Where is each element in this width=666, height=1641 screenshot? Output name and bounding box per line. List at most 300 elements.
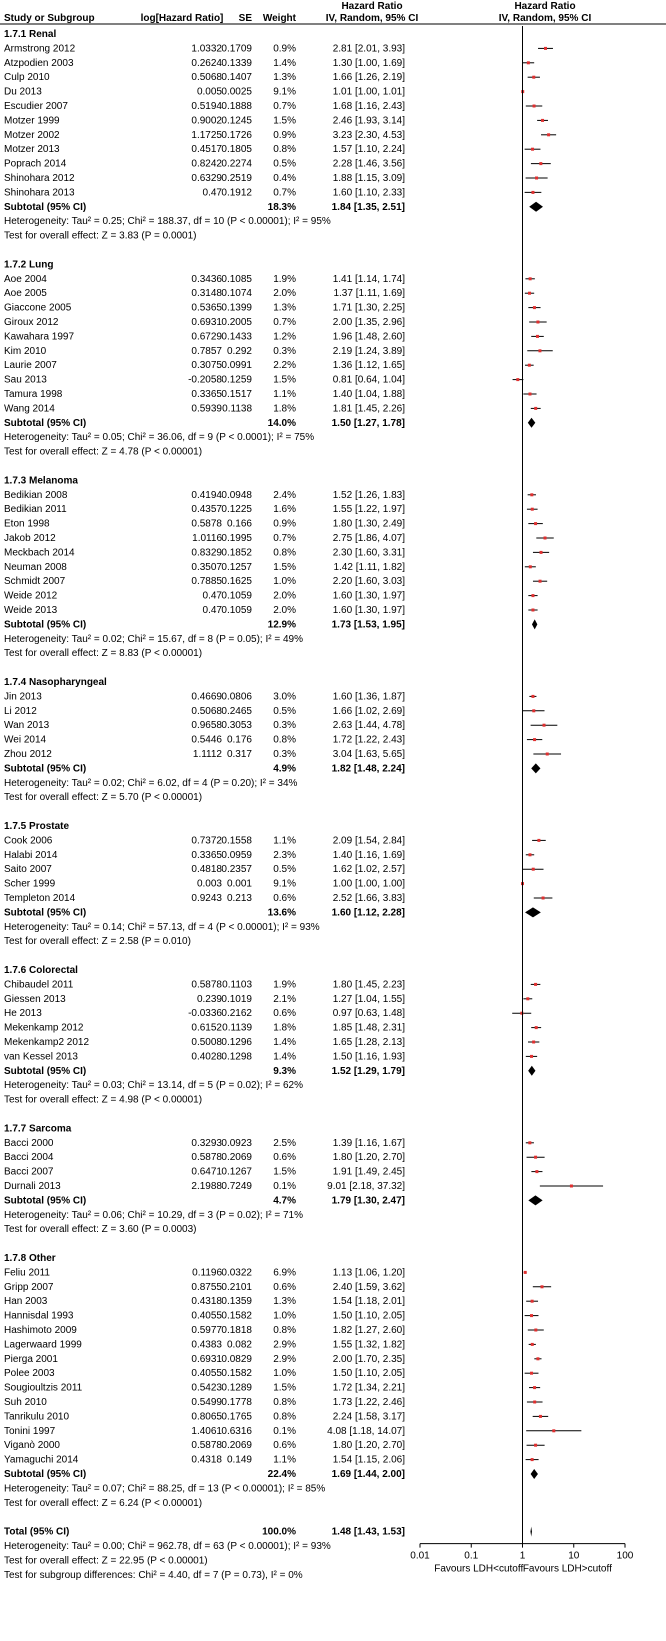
study-weight: 1.0% — [273, 1368, 296, 1380]
study-weight: 0.7% — [273, 317, 296, 328]
study-weight: 1.5% — [273, 115, 296, 127]
study-loghr: 0.5878 — [191, 1440, 222, 1452]
study-name: Motzer 2013 — [4, 144, 60, 156]
study-se: 0.317 — [226, 749, 252, 760]
study-se: 0.082 — [226, 1339, 252, 1351]
point-estimate-4-2 — [532, 868, 535, 871]
point-estimate-3-2 — [543, 724, 546, 727]
point-estimate-0-7 — [531, 148, 534, 151]
study-loghr: 1.1112 — [192, 749, 222, 760]
study-name: Sougioultzis 2011 — [4, 1382, 83, 1394]
study-weight: 1.9% — [273, 979, 296, 991]
study-loghr: 0.3507 — [191, 561, 222, 573]
study-name: Zhou 2012 — [4, 749, 52, 760]
header-study: Study or Subgroup — [4, 13, 95, 24]
study-name: van Kessel 2013 — [4, 1051, 78, 1063]
point-estimate-2-1 — [531, 508, 534, 511]
study-weight: 0.9% — [273, 43, 296, 55]
point-estimate-7-8 — [533, 1386, 536, 1389]
study-name: Giessen 2013 — [4, 993, 66, 1005]
study-se: 0.2357 — [221, 864, 252, 876]
study-weight: 1.1% — [273, 835, 296, 847]
study-loghr: 0.47 — [202, 605, 222, 616]
study-weight: 2.3% — [273, 849, 296, 861]
study-weight: 0.9% — [273, 129, 296, 141]
study-name: Wan 2013 — [4, 720, 50, 732]
study-weight: 1.6% — [273, 504, 296, 516]
study-ci-text: 1.96 [1.48, 2.60] — [332, 331, 405, 343]
study-loghr: 0.5194 — [191, 101, 222, 112]
study-se: 0.1407 — [221, 72, 252, 84]
subtotal-ci-text: 1.82 [1.48, 2.24] — [331, 763, 405, 775]
study-weight: 1.4% — [273, 57, 296, 69]
subgroup-differences-text: Test for subgroup differences: Chi² = 4.40, df = 7 (P = 0.73), I² = 0% — [4, 1569, 303, 1581]
study-se: 0.001 — [226, 878, 252, 890]
study-loghr: 1.1725 — [191, 129, 222, 141]
study-weight: 1.5% — [273, 561, 296, 573]
study-name: Han 2003 — [4, 1296, 48, 1308]
table-body — [4, 29, 405, 1581]
study-ci-text: 1.39 [1.16, 1.67] — [332, 1137, 405, 1149]
study-loghr: 0.9658 — [191, 720, 222, 732]
study-loghr: 0.3365 — [191, 389, 222, 400]
study-ci-text: 4.08 [1.18, 14.07] — [327, 1425, 405, 1437]
study-name: Bacci 2007 — [4, 1166, 54, 1178]
study-weight: 2.0% — [273, 605, 296, 616]
study-se: 0.2274 — [221, 158, 252, 170]
header-loghr: log[Hazard Ratio] — [140, 13, 224, 24]
study-ci-text: 2.19 [1.24, 3.89] — [332, 345, 405, 357]
total-heterogeneity-text: Heterogeneity: Tau² = 0.00; Chi² = 962.78, df = 63 (P < 0.00001); I² = 93% — [4, 1541, 331, 1552]
study-weight: 2.2% — [273, 360, 296, 372]
subtotal-diamond-0 — [529, 202, 543, 212]
study-ci-text: 1.52 [1.26, 1.83] — [332, 489, 405, 501]
subtotal-weight: 12.9% — [267, 619, 296, 631]
study-weight: 2.1% — [273, 993, 296, 1005]
study-se: 0.0959 — [221, 849, 252, 861]
subgroup-title: 1.7.6 Colorectal — [4, 965, 78, 976]
point-estimate-7-9 — [533, 1401, 536, 1404]
study-ci-text: 1.73 [1.22, 2.46] — [332, 1397, 405, 1408]
study-name: Tonini 1997 — [4, 1425, 56, 1437]
study-loghr: 0.8242 — [191, 158, 222, 170]
study-ci-text: 1.66 [1.02, 2.69] — [332, 705, 405, 717]
study-ci-text: 1.60 [1.10, 2.33] — [332, 187, 405, 199]
study-weight: 6.9% — [273, 1267, 296, 1279]
study-ci-text: 1.71 [1.30, 2.25] — [332, 302, 405, 314]
study-weight: 0.5% — [273, 158, 296, 170]
study-ci-text: 2.81 [2.01, 3.93] — [332, 43, 405, 55]
study-se: 0.1289 — [221, 1382, 252, 1394]
study-weight: 0.1% — [273, 1425, 296, 1437]
point-estimate-0-2 — [532, 76, 535, 79]
subtotal-diamond-4 — [525, 907, 541, 917]
study-weight: 1.9% — [273, 273, 296, 285]
study-se: 0.149 — [226, 1454, 252, 1466]
study-name: Yamaguchi 2014 — [4, 1454, 79, 1466]
study-weight: 0.6% — [273, 1152, 296, 1164]
point-estimate-3-0 — [531, 695, 534, 698]
subtotal-label: Subtotal (95% CI) — [4, 417, 87, 429]
point-estimate-1-2 — [533, 306, 536, 309]
subgroup-title: 1.7.1 Renal — [4, 29, 57, 40]
study-se: 0.0829 — [221, 1353, 252, 1365]
study-weight: 0.8% — [273, 1325, 296, 1336]
study-ci-text: 1.13 [1.06, 1.20] — [332, 1267, 405, 1279]
study-name: Mekenkamp2 2012 — [4, 1037, 90, 1048]
study-ci-text: 1.60 [1.30, 1.97] — [332, 590, 405, 602]
study-se: 0.1059 — [221, 605, 252, 616]
study-se: 0.1267 — [221, 1166, 252, 1178]
point-estimate-7-11 — [552, 1429, 555, 1432]
study-weight: 1.5% — [273, 374, 296, 386]
study-se: 0.1995 — [221, 533, 252, 544]
study-se: 0.0322 — [221, 1267, 252, 1279]
plot-header-sub: IV, Random, 95% CI — [498, 13, 592, 24]
study-loghr: 0.4669 — [191, 691, 222, 703]
subtotal-ci-text: 1.73 [1.53, 1.95] — [331, 619, 405, 631]
study-name: Giaccone 2005 — [4, 302, 72, 314]
study-se: 0.1709 — [221, 43, 252, 55]
total-weight: 100.0% — [262, 1526, 296, 1538]
study-se: 0.213 — [226, 893, 252, 904]
study-loghr: 0.47 — [202, 590, 222, 602]
point-estimate-1-1 — [528, 292, 531, 295]
study-se: 0.1257 — [221, 561, 252, 573]
study-weight: 0.9% — [273, 518, 296, 530]
study-se: 0.1818 — [221, 1325, 252, 1336]
study-loghr: 0.3365 — [191, 849, 222, 861]
subgroup-title: 1.7.3 Melanoma — [4, 475, 78, 487]
study-loghr: 0.4055 — [191, 1368, 222, 1380]
heterogeneity-text: Heterogeneity: Tau² = 0.02; Chi² = 15.67, df = 8 (P = 0.05); I² = 49% — [4, 633, 303, 645]
subtotal-ci-text: 1.50 [1.27, 1.78] — [331, 417, 405, 429]
study-se: 0.1138 — [222, 403, 252, 415]
study-se: 0.1399 — [221, 302, 252, 314]
study-ci-text: 2.24 [1.58, 3.17] — [332, 1411, 405, 1423]
study-loghr: 0.5878 — [191, 979, 222, 991]
study-weight: 0.5% — [273, 864, 296, 876]
study-name: Schmidt 2007 — [4, 576, 66, 588]
subtotal-label: Subtotal (95% CI) — [4, 1469, 87, 1480]
point-estimate-7-2 — [531, 1300, 534, 1303]
study-weight: 0.8% — [273, 547, 296, 559]
study-name: Polee 2003 — [4, 1368, 55, 1380]
subtotal-diamond-3 — [531, 763, 540, 773]
point-estimate-5-1 — [526, 997, 529, 1000]
study-loghr: 2.1988 — [191, 1181, 222, 1192]
study-se: 0.7249 — [221, 1181, 252, 1192]
study-loghr: 0.3075 — [191, 360, 222, 372]
point-estimate-7-10 — [539, 1415, 542, 1418]
study-weight: 2.0% — [273, 288, 296, 300]
study-weight: 1.4% — [273, 1037, 296, 1048]
study-name: Poprach 2014 — [4, 158, 67, 170]
study-name: Mekenkamp 2012 — [4, 1022, 84, 1034]
study-weight: 9.1% — [273, 86, 296, 98]
study-loghr: 0.6152 — [191, 1022, 222, 1034]
study-name: Kim 2010 — [4, 345, 47, 357]
total-label: Total (95% CI) — [4, 1526, 70, 1538]
study-ci-text: 1.37 [1.11, 1.69] — [333, 288, 405, 300]
point-estimate-6-0 — [528, 1141, 531, 1144]
study-se: 0.0923 — [221, 1137, 252, 1149]
total-diamond — [530, 1527, 532, 1537]
study-name: Culp 2010 — [4, 72, 50, 84]
study-name: Eton 1998 — [4, 518, 50, 530]
study-se: 0.2162 — [221, 1008, 252, 1020]
study-se: 0.0806 — [221, 691, 252, 703]
study-ci-text: 2.20 [1.60, 3.03] — [332, 576, 405, 588]
study-name: Meckbach 2014 — [4, 547, 75, 559]
study-weight: 3.0% — [273, 691, 296, 703]
study-name: Shinohara 2013 — [4, 187, 75, 199]
heterogeneity-text: Heterogeneity: Tau² = 0.07; Chi² = 88.25, df = 13 (P < 0.00001); I² = 85% — [4, 1483, 326, 1495]
subtotal-weight: 22.4% — [267, 1469, 296, 1480]
x-tick-label: 1 — [519, 1550, 526, 1562]
study-weight: 1.3% — [273, 302, 296, 314]
study-name: Aoe 2005 — [4, 288, 47, 300]
study-ci-text: 1.80 [1.30, 2.49] — [332, 518, 405, 530]
header-hr-sub: IV, Random, 95% CI — [325, 13, 419, 24]
subtotal-label: Subtotal (95% CI) — [4, 1065, 87, 1077]
subtotal-label: Subtotal (95% CI) — [4, 201, 87, 213]
study-se: 0.1225 — [221, 504, 252, 516]
study-name: Bacci 2004 — [4, 1152, 54, 1164]
study-weight: 0.6% — [273, 893, 296, 904]
subtotal-diamond-2 — [532, 619, 537, 629]
point-estimate-2-2 — [534, 522, 537, 525]
study-name: Tanrikulu 2010 — [4, 1411, 70, 1423]
study-se: 0.1852 — [221, 547, 252, 559]
study-ci-text: 2.28 [1.46, 3.56] — [332, 158, 405, 170]
study-name: Halabi 2014 — [4, 849, 58, 861]
point-estimate-0-9 — [535, 177, 538, 180]
study-name: Weide 2013 — [4, 605, 58, 616]
study-se: 0.1085 — [221, 273, 252, 285]
study-name: Aoe 2004 — [4, 273, 47, 285]
study-weight: 1.0% — [273, 1310, 296, 1322]
study-se: 0.3053 — [221, 720, 252, 732]
point-estimate-7-3 — [530, 1314, 533, 1317]
study-weight: 0.3% — [273, 345, 296, 357]
point-estimate-0-10 — [531, 191, 534, 194]
point-estimate-1-0 — [529, 277, 532, 280]
x-label-right: Favours LDH>cutoff — [522, 1563, 612, 1575]
subtotal-label: Subtotal (95% CI) — [4, 907, 87, 919]
study-ci-text: 1.50 [1.10, 2.05] — [332, 1368, 405, 1380]
study-name: Feliu 2011 — [4, 1267, 50, 1279]
study-se: 0.292 — [226, 345, 252, 357]
subtotal-label: Subtotal (95% CI) — [4, 619, 87, 631]
point-estimate-6-3 — [570, 1185, 573, 1188]
total-ci-text: 1.48 [1.43, 1.53] — [331, 1526, 405, 1538]
study-ci-text: 1.72 [1.34, 2.21] — [332, 1382, 405, 1394]
point-estimate-0-0 — [544, 47, 547, 50]
overall-effect-text: Test for overall effect: Z = 5.70 (P < 0.00001) — [4, 792, 203, 804]
point-estimate-1-3 — [536, 321, 539, 324]
subtotal-weight: 4.7% — [273, 1195, 296, 1207]
study-ci-text: 1.36 [1.12, 1.65] — [332, 360, 405, 372]
study-name: Jakob 2012 — [4, 533, 56, 544]
study-ci-text: 2.40 [1.59, 3.62] — [332, 1281, 405, 1293]
study-se: 0.0991 — [221, 360, 252, 372]
study-weight: 2.9% — [273, 1353, 296, 1365]
study-weight: 2.0% — [273, 590, 296, 602]
study-ci-text: 1.82 [1.27, 2.60] — [332, 1325, 405, 1336]
study-loghr: 0.4318 — [191, 1454, 222, 1466]
study-ci-text: 1.60 [1.30, 1.97] — [332, 605, 405, 616]
study-name: Hannisdal 1993 — [4, 1310, 74, 1322]
study-name: Chibaudel 2011 — [4, 979, 74, 991]
study-ci-text: 1.40 [1.04, 1.88] — [332, 389, 405, 400]
point-estimate-2-7 — [531, 594, 534, 597]
study-ci-text: 1.41 [1.14, 1.74] — [332, 273, 405, 285]
study-loghr: 0.5499 — [191, 1397, 222, 1408]
study-ci-text: 1.54 [1.18, 2.01] — [332, 1296, 405, 1308]
study-name: Gripp 2007 — [4, 1281, 54, 1293]
study-name: Bedikian 2008 — [4, 489, 68, 501]
study-ci-text: 1.66 [1.26, 2.19] — [332, 72, 405, 84]
study-weight: 0.8% — [273, 144, 296, 156]
study-weight: 1.3% — [273, 72, 296, 84]
study-se: 0.166 — [226, 518, 252, 530]
study-loghr: 0.5423 — [191, 1382, 222, 1394]
study-name: Bacci 2000 — [4, 1137, 54, 1149]
point-estimate-2-8 — [531, 609, 534, 612]
study-ci-text: 1.27 [1.04, 1.55] — [332, 993, 405, 1005]
study-ci-text: 1.40 [1.16, 1.69] — [332, 849, 405, 861]
study-weight: 0.8% — [273, 1411, 296, 1423]
subgroup-title: 1.7.8 Other — [4, 1253, 56, 1264]
study-se: 0.1582 — [221, 1310, 252, 1322]
study-loghr: -0.0336 — [188, 1008, 222, 1020]
study-loghr: 0.5365 — [191, 302, 222, 314]
study-ci-text: 1.80 [1.20, 2.70] — [332, 1152, 405, 1164]
study-se: 0.1765 — [221, 1411, 252, 1423]
overall-effect-text: Test for overall effect: Z = 4.98 (P < 0.00001) — [4, 1094, 203, 1106]
study-weight: 0.4% — [273, 173, 296, 184]
overall-effect-text: Test for overall effect: Z = 8.83 (P < 0.00001) — [4, 648, 203, 660]
study-loghr: 0.6729 — [191, 331, 222, 343]
study-se: 0.1558 — [221, 835, 252, 847]
study-ci-text: 2.75 [1.86, 4.07] — [332, 533, 405, 544]
study-loghr: 0.4194 — [191, 489, 222, 501]
study-loghr: 0.005 — [196, 86, 222, 98]
study-name: Sau 2013 — [4, 374, 47, 386]
study-se: 0.1778 — [221, 1397, 252, 1408]
study-loghr: 0.8755 — [191, 1281, 222, 1293]
study-ci-text: 1.62 [1.02, 2.57] — [332, 864, 405, 876]
study-name: Scher 1999 — [4, 878, 56, 890]
point-estimate-1-4 — [536, 335, 539, 338]
subtotal-weight: 13.6% — [267, 907, 296, 919]
study-se: 0.1139 — [222, 1022, 252, 1034]
study-loghr: 0.7372 — [191, 835, 222, 847]
study-se: 0.1888 — [221, 101, 252, 112]
study-name: Durnali 2013 — [4, 1181, 61, 1192]
study-weight: 9.1% — [273, 878, 296, 890]
study-ci-text: 1.01 [1.00, 1.01] — [332, 86, 405, 98]
study-ci-text: 3.04 [1.63, 5.65] — [332, 749, 405, 760]
study-se: 0.2069 — [221, 1152, 252, 1164]
study-ci-text: 1.88 [1.15, 3.09] — [332, 173, 405, 184]
study-weight: 1.1% — [273, 389, 296, 400]
study-loghr: 0.5878 — [191, 518, 222, 530]
study-weight: 0.8% — [273, 1397, 296, 1408]
subtotal-diamond-1 — [528, 418, 536, 428]
study-weight: 1.5% — [273, 1382, 296, 1394]
study-loghr: 0.47 — [202, 187, 222, 199]
study-loghr: 1.0116 — [192, 533, 222, 544]
study-weight: 1.8% — [273, 403, 296, 415]
study-name: Du 2013 — [4, 86, 42, 98]
study-weight: 0.3% — [273, 720, 296, 732]
point-estimate-7-13 — [531, 1458, 534, 1461]
study-loghr: 0.6931 — [191, 1353, 222, 1365]
study-name: Wei 2014 — [4, 734, 47, 746]
study-ci-text: 1.81 [1.45, 2.26] — [332, 403, 405, 415]
study-loghr: 0.4517 — [191, 144, 222, 156]
study-name: Wang 2014 — [4, 403, 55, 415]
point-estimate-0-1 — [527, 61, 530, 64]
study-ci-text: 1.80 [1.20, 2.70] — [332, 1440, 405, 1452]
point-estimate-5-5 — [530, 1055, 533, 1058]
study-loghr: 0.6329 — [191, 173, 222, 184]
header-weight: Weight — [262, 13, 296, 24]
study-name: Li 2012 — [4, 705, 37, 717]
study-se: 0.1296 — [221, 1037, 252, 1048]
study-ci-text: 1.55 [1.32, 1.82] — [332, 1339, 405, 1351]
study-se: 0.2519 — [221, 173, 252, 184]
point-estimate-7-5 — [531, 1343, 534, 1346]
overall-effect-text: Test for overall effect: Z = 4.78 (P < 0.00001) — [4, 446, 203, 458]
study-ci-text: 2.63 [1.44, 4.78] — [332, 720, 405, 732]
point-estimate-5-3 — [535, 1026, 538, 1029]
study-loghr: 0.6931 — [191, 317, 222, 328]
study-name: Hashimoto 2009 — [4, 1325, 77, 1336]
study-name: Cook 2006 — [4, 835, 53, 847]
subgroup-title: 1.7.7 Sarcoma — [4, 1123, 72, 1135]
point-estimate-1-8 — [528, 393, 531, 396]
subtotal-ci-text: 1.52 [1.29, 1.79] — [331, 1065, 405, 1077]
study-ci-text: 1.30 [1.00, 1.69] — [332, 57, 405, 69]
point-estimate-6-2 — [535, 1170, 538, 1173]
overall-effect-text: Test for overall effect: Z = 3.60 (P = 0.0003) — [4, 1224, 197, 1236]
subtotal-ci-text: 1.79 [1.30, 2.47] — [331, 1195, 405, 1207]
study-loghr: 0.6471 — [191, 1166, 222, 1178]
study-loghr: 0.003 — [196, 878, 222, 890]
point-estimate-7-7 — [530, 1372, 533, 1375]
study-name: Templeton 2014 — [4, 893, 76, 904]
study-se: 0.2005 — [221, 317, 252, 328]
study-ci-text: 1.57 [1.10, 2.24] — [332, 144, 405, 156]
heterogeneity-text: Heterogeneity: Tau² = 0.02; Chi² = 6.02, df = 4 (P = 0.20); I² = 34% — [4, 777, 298, 789]
study-ci-text: 3.23 [2.30, 4.53] — [332, 129, 405, 141]
study-se: 0.1059 — [221, 590, 252, 602]
study-name: Jin 2013 — [4, 691, 42, 703]
point-estimate-2-5 — [529, 565, 532, 568]
study-name: Bedikian 2011 — [4, 504, 67, 516]
study-se: 0.1805 — [221, 144, 252, 156]
point-estimate-5-4 — [532, 1041, 535, 1044]
study-loghr: 0.7885 — [191, 576, 222, 588]
study-name: Shinohara 2012 — [4, 173, 75, 184]
study-se: 0.1912 — [221, 187, 252, 199]
study-name: Viganò 2000 — [4, 1440, 60, 1452]
study-weight: 1.2% — [273, 331, 296, 343]
point-estimate-0-6 — [547, 133, 550, 136]
